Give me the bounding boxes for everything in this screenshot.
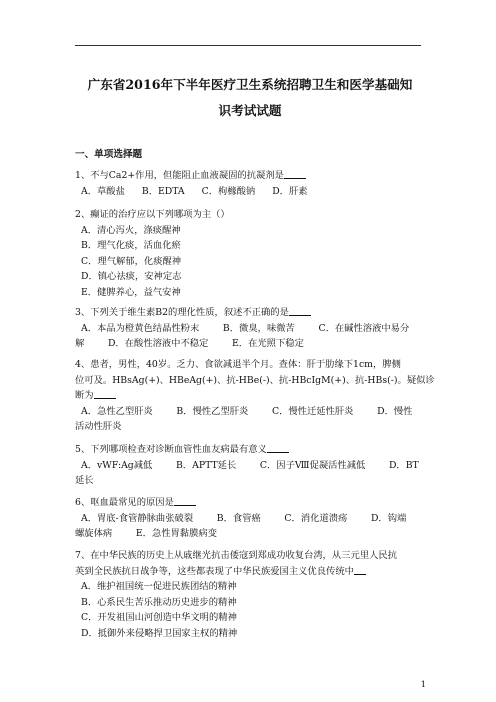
question-1 [75,168,425,199]
option: A．维护祖国统一促进民族团结的精神 [81,581,237,592]
option-line: 活动性肝炎 [75,421,122,432]
option: B．心系民生苦乐推动历史进步的精神 [81,596,237,608]
question-stem: 4、患者，男性，40岁。乏力、食欲减退半个月。查体：肝于肋缘下1cm，脾侧 [75,359,401,370]
question-stem: 7、在中华民族的历史上从戚继光抗击倭寇到郑成功收复台湾，从三元里人民抗 [75,550,398,561]
option: C．理气解郁，化痰醒神 [81,255,182,267]
question-stem: 1、不与Ca2+作用，但能阻止血液凝固的抗凝剂是 [75,170,284,181]
option-line: A．胃底-食管静脉曲张破裂 B．食管癌 C．消化道溃疡 D．钩端 [81,512,407,524]
section-heading: 一、单项选择题 [75,149,143,160]
document-title-line2: 识考试试题 [218,103,282,118]
question-stem: 6、呕血最常见的原因是 [75,497,174,508]
answer-blank [94,388,116,399]
option: B．EDTA [141,185,185,197]
question-5 [75,442,425,489]
answer-blank [354,564,366,575]
question-stem: 3、下列关于维生素B2的理化性质，叙述不正确的是 [75,307,289,318]
header-rule [75,45,421,46]
option: D．肝素 [272,185,308,197]
option: D．抵御外来侵略捍卫国家主权的精神 [81,627,238,639]
option-line: A．vWF:Ag减低 B．APTT延长 C．因子Ⅷ促凝活性减低 D．BT [81,459,419,471]
question-3 [75,305,425,352]
answer-blank [289,305,311,316]
answer-blank [267,442,289,453]
question-stem: 断为 [75,390,94,401]
option: A．草酸盐 [81,185,125,197]
option-line: A．急性乙型肝炎 B．慢性乙型肝炎 C．慢性迁延性肝炎 D．慢性 [81,405,413,417]
option: D．镇心祛痰，安神定志 [81,271,182,282]
question-stem: 英到全民族抗日战争等，这些都表现了中华民族爱国主义优良传统中 [75,565,354,577]
question-stem: 2、癫证的治疗应以下列哪项为主（） [75,209,230,220]
answer-blank [284,168,306,179]
question-stem: 5、下列哪项检查对诊断血管性血友病最有意义 [75,444,267,455]
page-number: 1 [420,680,426,690]
option-line: 延长 [75,475,94,486]
option: A．清心泻火，涤痰醒神 [81,224,181,236]
document-title-line1: 广东省2016年下半年医疗卫生系统招聘卫生和医学基础知 [87,77,413,92]
option-line: 螺旋体病 E．急性胃黏膜病变 [75,528,217,539]
question-6 [75,495,425,542]
option: C．开发祖国山河创造中华文明的精神 [81,612,237,623]
option-line: 解 D．在酸性溶液中不稳定 E．在光照下稳定 [75,338,304,349]
answer-blank [174,495,196,506]
option: C．枸橼酸钠 [201,185,256,197]
option-line: A．本品为橙黄色结晶性粉末 B．微臭，味微苦 C．在碱性溶液中易分 [81,322,410,334]
option: E．健脾养心，益气安神 [81,286,181,298]
option: B．理气化痰，活血化瘀 [81,240,181,251]
question-stem: 位可及。HBsAg(+)、HBeAg(+)、抗-HBe(-)、抗-HBcIgM(+)、抗-HBs(-)。疑似诊 [75,374,435,386]
question-7 [75,548,425,641]
question-4 [75,357,435,435]
question-2 [75,207,425,300]
